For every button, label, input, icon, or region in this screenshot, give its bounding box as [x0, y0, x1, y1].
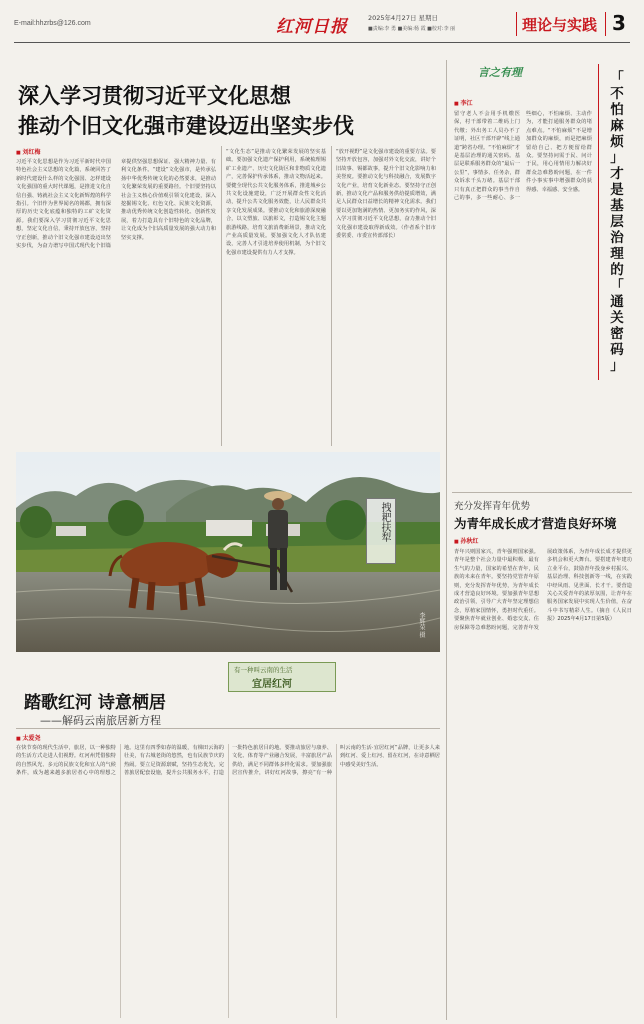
commentary-title-char: 治	[610, 230, 624, 246]
date-line: 2025年4月27日 星期日	[368, 14, 439, 22]
youth-article-body: 青年兴则国家兴，青年强则国家强。青年是整个社会力量中最积极、最有生气的力量，国家的希望在青年，民族的未来在青年。要坚持党管青年原则，充分发挥青年优势，为青年成长成才营造良好环境。要加强青年思想政治引领，引导广大青年坚定理想信念，厚植家国情怀，勇担时代重任。要聚焦青年就业创业、婚恋交友、住房保障等急难愁盼问题，完善青年发展政策体系，为青年成长成才提供更多机会和更大舞台。要搭建青年建功立业平台，鼓励青年投身乡村振兴、基层治理、科技创新等一线，在实践中经风雨、见世面、长才干。要营造关心关爱青年的浓厚氛围，让青年在服务国家发展中实现人生价值，在奋斗中书写精彩人生。（摘自《人民日报》2025年4月17日第5版）	[454, 549, 632, 631]
commentary-title-char: 「	[610, 278, 624, 294]
commentary-title-char: 关	[610, 310, 624, 326]
commentary-title-char: 密	[610, 326, 624, 342]
editor-line: ■责编:李 勇 ■美编:杨 霞 ■校对:李 丽	[368, 26, 456, 32]
commentary-title-char: 」	[610, 358, 624, 374]
commentary-title-char: 怕	[610, 102, 624, 118]
email-label: E-mail:hhzrbs@126.com	[14, 20, 91, 27]
yunnan-subheadline: ——解码云南旅居新方程	[40, 714, 161, 727]
photo-credit: 李辉荣 摄	[418, 612, 425, 638]
yunnan-logo-line-2: 宜居红河	[252, 679, 292, 690]
commentary-title-char: 层	[610, 214, 624, 230]
commentary-title-char: 理	[610, 246, 624, 262]
sidebar-rule	[446, 60, 447, 1020]
commentary-title-char: 不	[610, 86, 624, 102]
commentary-title-char: 是	[610, 182, 624, 198]
youth-author: ■ 孙秋红	[454, 536, 478, 545]
commentary-title-char: 码	[610, 342, 624, 358]
yunnan-headline: 踏歌红河 诗意栖居	[24, 693, 166, 713]
main-article-body: 习近平文化思想是作为习近平新时代中国特色社会主义思想的文化篇，系统回答了新时代建设什么样的文化强国、怎样建设文化强国的重大时代课题，是推进文化自信自强、铸就社会主义文化新辉煌的科学指引。个旧作为世界闻名的锡都，拥有深厚的历史文化底蕴和独特的工矿文化资源。我们要深入学习贯彻习近平文化思想，坚定文化自信，秉持开放包容，坚持守正创新，推动个旧文化强市建设迈出坚实步伐，为奋力谱写中国式现代化个旧篇章提供坚强思想保证、强大精神力量、有利文化条件。“建设”文化强市，是传承弘扬中华优秀传统文化的必然要求，是推动文化繁荣发展的重要路径。个旧要坚持以社会主义核心价值观引领文化建设，深入挖掘锡文化、红色文化、民族文化资源，推动优秀传统文化创造性转化、创新性发展，着力打造具有个旧特色的文化品牌，让文化成为个旧高质量发展的强大动力和坚实支撑。	[16, 159, 216, 250]
main-headline-1: 深入学习贯彻习近平文化思想	[18, 84, 291, 108]
masthead	[0, 0, 644, 46]
commentary-title-char: 烦	[610, 134, 624, 150]
photo-caption: 拽耙扶犁	[379, 502, 390, 542]
section-label: 理论与实践	[522, 16, 598, 34]
commentary-title-char: 通	[610, 294, 624, 310]
commentary-title-char: 」	[610, 150, 624, 166]
yunnan-article-body: 在快节奏的现代生活中，旅居，以一种独特的生活方式走进人们视野。红河州凭借独特的自然风光、多元的民族文化和宜人的气候条件，成为越来越多旅居者心中的理想之地。这里有四季如春的温暖，有梯田云海的壮美，有古城老街的悠然，也有民族节庆的热闹。要立足资源禀赋，坚持生态优先，完善旅居配套设施，提升公共服务水平，打造一批特色旅居目的地。要推动旅居与康养、文化、体育等产业融合发展，丰富旅居产品供给，满足不同群体多样化需求。要加强旅居宣传推介，讲好红河故事，擦亮“有一种叫云南的生活·宜居红河”品牌，让更多人来到红河、爱上红河、留在红河，在诗意栖居中感受美好生活。	[16, 745, 440, 777]
commentary-title-char: 麻	[610, 118, 624, 134]
commentary-title-char: 「	[610, 70, 624, 86]
masthead-logo: 红河日报	[276, 17, 348, 37]
column-rule	[221, 146, 222, 446]
section-rule	[16, 728, 440, 729]
column-rule	[331, 146, 332, 446]
commentary-body: 留守老人不会用手机缴医保，村干部带着二维码上门代缴；外出务工人员办不了证明，社区干部开辟“线上通道”跨省办理。“不怕麻烦”才是基层治理的通关密码。基层是联系服务群众的“最后一公里”，事情多、任务杂，群众诉求千头万绪。基层干部只有真正把群众的事当作自己的事，多一些耐心、多一些细心，不怕麻烦、主动作为，才能打通服务群众的堵点难点。“不怕麻烦”不是增加群众的麻烦，而是把麻烦留给自己、把方便留给群众。要坚持问需于民、问计于民，用心用情用力解决好群众急难愁盼问题，在一件件小事实事中增强群众的获得感、幸福感、安全感。	[454, 111, 592, 202]
youth-headline: 为青年成长成才营造良好环境	[454, 516, 617, 531]
commentary-title-char: 基	[610, 198, 624, 214]
main-author: ■ 刘红梅	[16, 147, 40, 156]
commentary-logo: 言之有理	[478, 66, 522, 79]
commentary-body-lower	[598, 384, 632, 486]
yunnan-author: ■ 太爱尧	[16, 733, 40, 742]
masthead-rule	[14, 42, 630, 43]
youth-top-rule	[452, 492, 632, 493]
yunnan-logo-line-1: 有一种叫云南的生活	[234, 666, 293, 674]
main-article-body-col4: “放开视野”是文化强市建设的重要方法。要坚持开放包容，加强对外文化交流，讲好个旧故事、锡都故事，提升个旧文化影响力和美誉度。要推动文化与科技融合，发展数字文化产业，培育文化新业态。要坚持守正创新，推动文化产品和服务供给提质增效，满足人民群众日益增长的精神文化需求。我们要以更加饱满的热情、更加务实的作风，深入学习贯彻习近平文化思想，奋力推动个旧文化强市建设取得新成效。（作者系个旧市委常委、市委宣传部部长）	[336, 149, 436, 240]
page-number: 3	[612, 11, 626, 35]
commentary-title	[606, 70, 628, 374]
commentary-title-char: 才	[610, 166, 624, 182]
main-headline-2: 推动个旧文化强市建设迈出坚实步伐	[18, 114, 354, 138]
main-article-body-col3: “文化生态”是推动文化繁荣发展的坚实基础。要加强文化遗产保护利用，系统梳理锡矿工业遗产、历史文化街区和非物质文化遗产，完善保护传承体系，推动文物活起来。要健全现代公共文化服务体系，推进城乡公共文化设施建设，广泛开展群众性文化活动，提升公共文化服务效能，让人民群众共享文化发展成果。要推动文化和旅游深度融合，以文塑旅、以旅彰文，打造锡文化主题旅游线路，培育文旅消费新场景，推动文化产业高质量发展。要加强文化人才队伍建设，完善人才引进培养使用机制，为个旧文化强市建设提供有力人才支撑。	[226, 149, 326, 256]
commentary-title-char: 的	[610, 262, 624, 278]
commentary-author: ■ 李江	[454, 98, 472, 107]
youth-kicker: 充分发挥青年优势	[454, 501, 531, 512]
farming-photo	[16, 452, 440, 652]
